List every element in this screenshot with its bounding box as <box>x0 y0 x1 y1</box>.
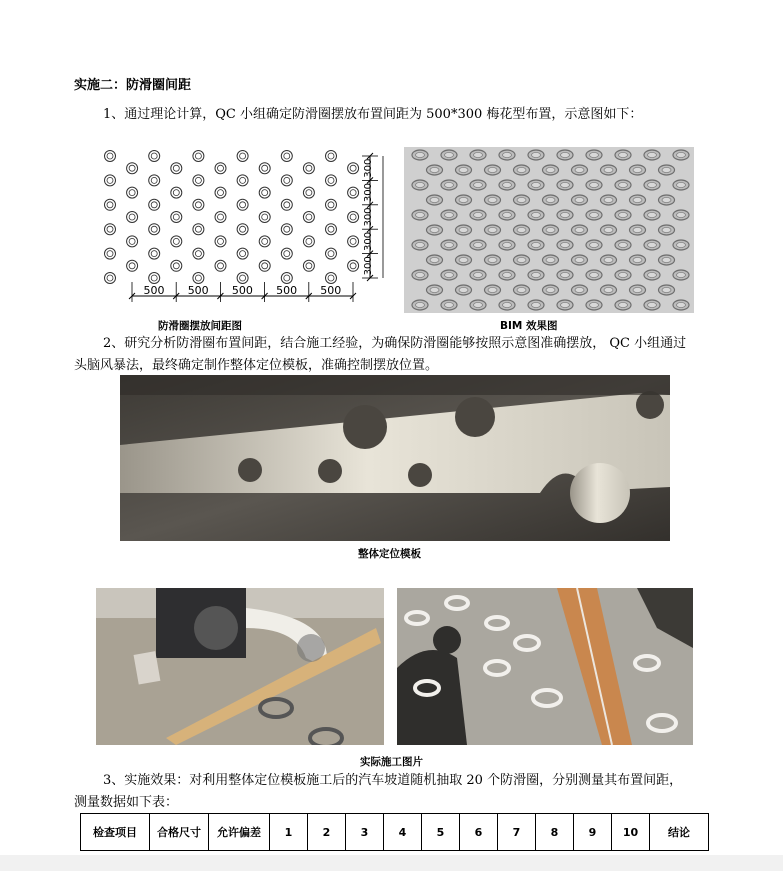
anti-slip-ring <box>326 224 337 235</box>
anti-slip-ring <box>215 187 226 198</box>
anti-slip-ring <box>149 224 160 235</box>
bim-ring <box>644 210 660 220</box>
bim-ring <box>630 285 646 295</box>
bim-ring <box>543 255 559 265</box>
anti-slip-ring <box>105 199 116 210</box>
table-header-cell: 5 <box>422 814 460 851</box>
anti-slip-ring <box>281 273 292 284</box>
positioning-template-photo <box>120 375 670 541</box>
anti-slip-ring <box>149 273 160 284</box>
dimension-label-vertical: 300 <box>363 231 374 251</box>
anti-slip-ring <box>237 224 248 235</box>
bim-ring <box>673 300 689 310</box>
bim-ring <box>427 195 443 205</box>
bim-ring <box>514 195 530 205</box>
anti-slip-ring <box>215 163 226 174</box>
caption-template: 整体定位模板 <box>358 548 421 560</box>
anti-slip-ring <box>348 212 359 223</box>
dimension-label-vertical: 300 <box>363 207 374 227</box>
anti-slip-ring <box>193 273 204 284</box>
anti-slip-ring <box>171 212 182 223</box>
dimension-label-horizontal: 500 <box>231 284 253 297</box>
caption-spacing-diagram: 防滑圈摆放间距图 <box>158 320 242 332</box>
anti-slip-ring <box>303 212 314 223</box>
anti-slip-ring <box>259 212 270 223</box>
anti-slip-ring <box>237 248 248 259</box>
bim-ring <box>644 150 660 160</box>
bim-ring <box>441 270 457 280</box>
anti-slip-ring <box>281 151 292 162</box>
bim-ring <box>412 240 428 250</box>
paragraph-2-line-2: 头脑风暴法，最终确定制作整体定位模板，准确控制摆放位置。 <box>74 358 439 373</box>
anti-slip-ring <box>326 248 337 259</box>
dimension-label-vertical: 300 <box>363 183 374 203</box>
bim-ring <box>427 225 443 235</box>
bim-ring <box>456 195 472 205</box>
bim-ring <box>456 255 472 265</box>
bim-ring <box>601 255 617 265</box>
anti-slip-ring <box>193 175 204 186</box>
bim-ring <box>528 150 544 160</box>
bim-effect-image <box>404 147 694 313</box>
anti-slip-ring <box>215 236 226 247</box>
construction-photo-left <box>96 588 384 745</box>
anti-slip-ring <box>171 187 182 198</box>
bim-ring <box>456 285 472 295</box>
paragraph-3-line-2: 测量数据如下表： <box>74 795 179 810</box>
bim-ring <box>572 195 588 205</box>
bim-ring <box>586 210 602 220</box>
bim-ring <box>470 240 486 250</box>
paragraph-1: 1、通过理论计算，QC 小组确定防滑圈摆放布置间距为 500*300 梅花型布置，示意图如下： <box>103 107 643 122</box>
anti-slip-ring <box>193 224 204 235</box>
bim-ring <box>659 225 675 235</box>
paragraph-2-line-1: 2、研究分析防滑圈布置间距，结合施工经验，为确保防滑圈能够按照示意图准确摆放， QC 小组通过 <box>103 336 687 351</box>
anti-slip-ring <box>259 260 270 271</box>
bim-ring <box>659 285 675 295</box>
anti-slip-ring <box>215 260 226 271</box>
bim-ring <box>586 240 602 250</box>
bim-ring <box>586 300 602 310</box>
anti-slip-ring <box>303 163 314 174</box>
anti-slip-ring <box>237 151 248 162</box>
bim-ring <box>528 180 544 190</box>
table-header-cell: 检查项目 <box>81 814 150 851</box>
anti-slip-ring <box>193 151 204 162</box>
bim-ring <box>659 165 675 175</box>
bim-ring <box>644 240 660 250</box>
anti-slip-ring <box>281 224 292 235</box>
bim-ring <box>615 240 631 250</box>
dimension-label-horizontal: 500 <box>187 284 209 297</box>
bim-ring <box>499 270 515 280</box>
anti-slip-ring <box>105 248 116 259</box>
anti-slip-ring <box>149 199 160 210</box>
bim-ring <box>630 165 646 175</box>
bim-ring <box>543 285 559 295</box>
bim-ring <box>615 180 631 190</box>
bim-ring <box>456 165 472 175</box>
anti-slip-ring <box>193 199 204 210</box>
table-header-cell: 2 <box>308 814 346 851</box>
bim-ring <box>673 240 689 250</box>
bim-ring <box>601 165 617 175</box>
anti-slip-ring <box>348 260 359 271</box>
bim-ring <box>499 150 515 160</box>
anti-slip-ring <box>326 199 337 210</box>
anti-slip-ring <box>149 248 160 259</box>
anti-slip-ring <box>348 187 359 198</box>
bim-ring <box>615 210 631 220</box>
bim-ring <box>601 195 617 205</box>
bim-ring <box>485 255 501 265</box>
dimension-label-horizontal: 500 <box>276 284 298 297</box>
bim-ring <box>557 210 573 220</box>
bim-ring <box>601 225 617 235</box>
bim-ring <box>470 150 486 160</box>
dimension-label-horizontal: 500 <box>143 284 165 297</box>
caption-construction: 实际施工图片 <box>360 756 423 768</box>
bim-ring <box>412 270 428 280</box>
bim-ring <box>514 225 530 235</box>
table-header-cell: 6 <box>460 814 498 851</box>
bim-ring <box>659 255 675 265</box>
bim-ring <box>456 225 472 235</box>
bim-ring <box>644 180 660 190</box>
anti-slip-ring <box>237 199 248 210</box>
table-header-cell: 9 <box>574 814 612 851</box>
bim-ring <box>572 165 588 175</box>
bim-ring <box>601 285 617 295</box>
table-header-row <box>81 814 709 851</box>
anti-slip-ring <box>326 273 337 284</box>
bim-ring <box>441 150 457 160</box>
bim-ring <box>485 225 501 235</box>
anti-slip-ring <box>303 236 314 247</box>
anti-slip-ring <box>105 273 116 284</box>
bim-ring <box>659 195 675 205</box>
anti-slip-ring <box>105 224 116 235</box>
table-header-cell: 4 <box>384 814 422 851</box>
bim-ring <box>427 285 443 295</box>
bim-ring <box>557 180 573 190</box>
anti-slip-ring <box>105 175 116 186</box>
anti-slip-ring <box>281 175 292 186</box>
dimension-label-horizontal: 500 <box>320 284 342 297</box>
caption-bim: BIM 效果图 <box>500 320 558 332</box>
paragraph-3-line-1: 3、实施效果：对利用整体定位模板施工后的汽车坡道随机抽取 20 个防滑圈，分别测量其布置间距， <box>103 773 683 788</box>
table-header-cell: 1 <box>270 814 308 851</box>
anti-slip-ring <box>127 187 138 198</box>
bim-ring <box>412 180 428 190</box>
bim-ring <box>528 270 544 280</box>
bim-ring <box>630 255 646 265</box>
bim-ring <box>572 225 588 235</box>
anti-slip-ring <box>171 260 182 271</box>
bim-ring <box>630 225 646 235</box>
bim-ring <box>615 270 631 280</box>
anti-slip-ring <box>348 236 359 247</box>
anti-slip-ring <box>259 187 270 198</box>
anti-slip-ring <box>193 248 204 259</box>
bim-ring <box>673 150 689 160</box>
table-header-cell: 允许偏差 <box>209 814 270 851</box>
bim-ring <box>441 180 457 190</box>
bim-ring <box>543 225 559 235</box>
bim-ring <box>485 285 501 295</box>
measurement-table <box>80 813 709 851</box>
bim-ring <box>427 255 443 265</box>
bim-ring <box>499 300 515 310</box>
bim-ring <box>673 270 689 280</box>
bim-ring <box>644 300 660 310</box>
bim-ring <box>470 180 486 190</box>
bim-ring <box>441 240 457 250</box>
bim-ring <box>514 165 530 175</box>
bim-ring <box>470 300 486 310</box>
dimension-label-vertical: 300 <box>363 256 374 276</box>
construction-photo-right <box>397 588 693 745</box>
section-title: 实施二：防滑圈间距 <box>74 78 192 93</box>
bim-ring <box>412 300 428 310</box>
bim-ring <box>485 165 501 175</box>
spacing-diagram <box>100 146 390 316</box>
bim-ring <box>586 270 602 280</box>
anti-slip-ring <box>237 175 248 186</box>
bim-ring <box>514 255 530 265</box>
table-header-cell: 3 <box>346 814 384 851</box>
anti-slip-ring <box>237 273 248 284</box>
anti-slip-ring <box>127 236 138 247</box>
bim-ring <box>615 150 631 160</box>
table-header-cell: 结论 <box>650 814 709 851</box>
bim-ring <box>485 195 501 205</box>
anti-slip-ring <box>127 260 138 271</box>
anti-slip-ring <box>171 236 182 247</box>
anti-slip-ring <box>127 163 138 174</box>
bim-ring <box>412 150 428 160</box>
bim-ring <box>441 300 457 310</box>
anti-slip-ring <box>303 187 314 198</box>
bim-ring <box>630 195 646 205</box>
anti-slip-ring <box>171 163 182 174</box>
bim-ring <box>673 210 689 220</box>
bim-ring <box>528 300 544 310</box>
bim-ring <box>557 150 573 160</box>
anti-slip-ring <box>326 151 337 162</box>
bim-ring <box>543 165 559 175</box>
anti-slip-ring <box>326 175 337 186</box>
bim-ring <box>557 270 573 280</box>
bim-ring <box>427 165 443 175</box>
bim-ring <box>557 300 573 310</box>
bim-ring <box>586 180 602 190</box>
anti-slip-ring <box>303 260 314 271</box>
bim-ring <box>644 270 660 280</box>
anti-slip-ring <box>215 212 226 223</box>
anti-slip-ring <box>281 199 292 210</box>
bim-ring <box>412 210 428 220</box>
table-header-cell: 7 <box>498 814 536 851</box>
anti-slip-ring <box>149 175 160 186</box>
bim-ring <box>470 270 486 280</box>
bim-ring <box>528 210 544 220</box>
anti-slip-ring <box>127 212 138 223</box>
bim-ring <box>615 300 631 310</box>
viewer-bottom-bar <box>0 855 783 871</box>
bim-ring <box>499 240 515 250</box>
table-header-cell: 8 <box>536 814 574 851</box>
bim-ring <box>586 150 602 160</box>
bim-ring <box>528 240 544 250</box>
anti-slip-ring <box>281 248 292 259</box>
bim-ring <box>470 210 486 220</box>
bim-ring <box>673 180 689 190</box>
anti-slip-ring <box>149 151 160 162</box>
bim-ring <box>572 285 588 295</box>
bim-ring <box>499 180 515 190</box>
bim-ring <box>441 210 457 220</box>
bim-ring <box>499 210 515 220</box>
bim-ring <box>514 285 530 295</box>
bim-ring <box>557 240 573 250</box>
anti-slip-ring <box>259 163 270 174</box>
anti-slip-ring <box>348 163 359 174</box>
table-header-cell: 合格尺寸 <box>150 814 209 851</box>
bim-ring <box>572 255 588 265</box>
dimension-label-vertical: 300 <box>363 158 374 178</box>
anti-slip-ring <box>105 151 116 162</box>
anti-slip-ring <box>259 236 270 247</box>
bim-ring <box>543 195 559 205</box>
table-header-cell: 10 <box>612 814 650 851</box>
